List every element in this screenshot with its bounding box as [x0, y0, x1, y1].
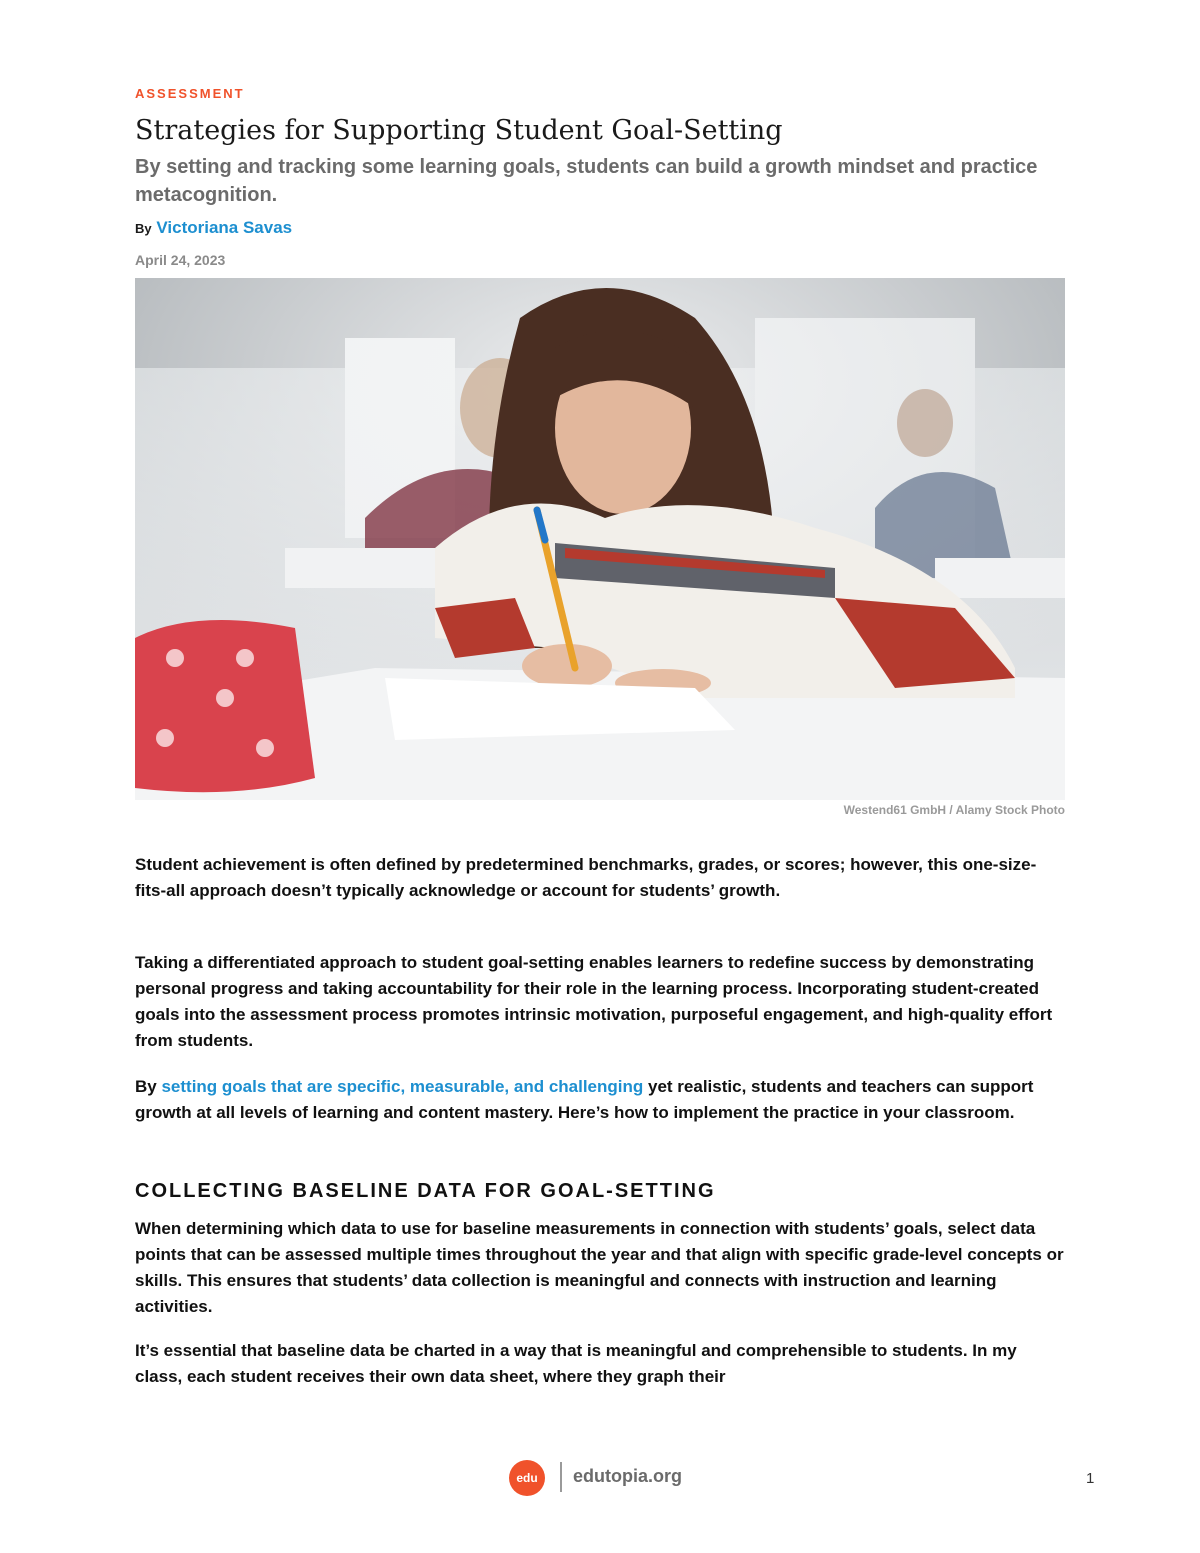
paragraph-3-rest: yet realistic, students and teachers can support growth at all levels of learning and content mastery. Here’s how to implement the practice in your classroom.: [135, 1077, 1034, 1122]
paragraph-2: Taking a differentiated approach to student goal-setting enables learners to redefine success by demonstrating personal progress and taking accountability for their role in the learning process. Incorporating student-created goals into the assessment process promotes intrinsic motivation, purposeful engagement, and high-quality effort from students.: [135, 953, 1053, 1050]
byline: [135, 218, 292, 238]
category-label[interactable]: ASSESSMENT: [135, 86, 245, 101]
byline-prefix: By: [135, 221, 152, 236]
edutopia-logo-icon[interactable]: edu: [509, 1460, 545, 1496]
publish-date: April 24, 2023: [135, 252, 226, 268]
image-credit: Westend61 GmbH / Alamy Stock Photo: [843, 803, 1065, 817]
hero-image: [135, 278, 1065, 800]
article-title: Strategies for Supporting Student Goal-Setting: [135, 115, 783, 146]
author-link[interactable]: Victoriana Savas: [156, 218, 293, 237]
section-heading: COLLECTING BASELINE DATA FOR GOAL-SETTING: [135, 1180, 716, 1202]
goals-link[interactable]: setting goals that are specific, measurable, and challenging: [161, 1077, 644, 1096]
paragraph-3-lead: By: [135, 1077, 162, 1096]
paragraph-4: When determining which data to use for baseline measurements in connection with students’ goals, select data points that can be assessed multiple times throughout the year and that align with specific grade-level concepts or skills. This ensures that students’ data collection is meaningful and connects with instruction and learning activities.: [135, 1219, 1064, 1316]
page-footer: [0, 1460, 1200, 1500]
logo-divider: [560, 1462, 562, 1492]
site-domain[interactable]: edutopia.org: [573, 1466, 682, 1486]
paragraph-3: [135, 1074, 1065, 1126]
hero-illustration: [135, 278, 1065, 800]
paragraph-5: It’s essential that baseline data be charted in a way that is meaningful and comprehensible to students. In my class, each student receives their own data sheet, where they graph their: [135, 1341, 1017, 1386]
page-number: 1: [1086, 1470, 1095, 1487]
article-subtitle: By setting and tracking some learning goals, students can build a growth mindset and practice metacognition.: [135, 156, 1038, 206]
paragraph-1: Student achievement is often defined by predetermined benchmarks, grades, or scores; however, this one-size-fits-all approach doesn’t typically acknowledge or account for students’ growth.: [135, 855, 1037, 900]
